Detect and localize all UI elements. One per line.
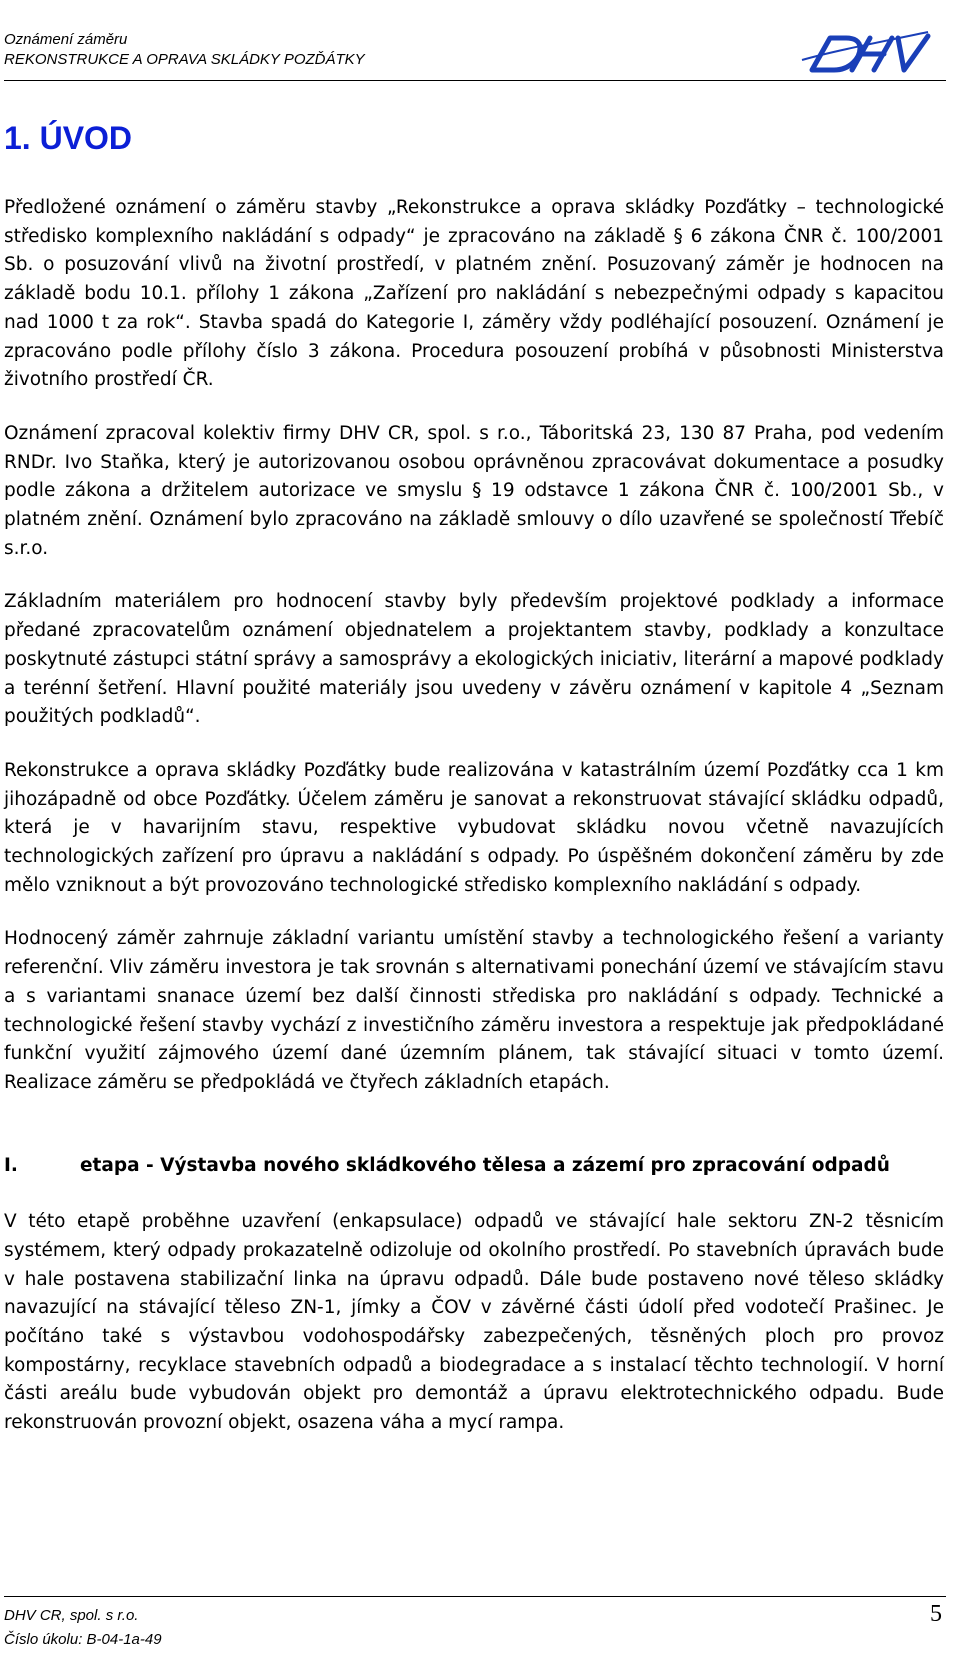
paragraph-materials: Základním materiálem pro hodnocení stavby byly především projektové podklady a informace předané zpracovatelům oznámení objednatelem a projektantem stavby, podklady a konzultace poskytnuté zástupci státní správy a samosprávy a ekologických iniciativ, literární a mapové podklady a terénní šetření. Hlavní použité materiály jsou uvedeny v závěru oznámení v kapitole 4 „Seznam použitých podkladů“. <box>4 591 944 728</box>
section-heading: 1. ÚVOD <box>4 120 133 156</box>
etapa-title: etapa - Výstavba nového skládkového tělesa a zázemí pro zpracování odpadů <box>80 1154 890 1176</box>
paragraph-authors: Oznámení zpracoval kolektiv firmy DHV CR, spol. s r.o., Táboritská 23, 130 87 Praha, pod vedením RNDr. Ivo Staňka, který je autorizovanou osobou oprávněnou zpracovávat dokumentace a posudky podle zákona a držitelem autorizace ve smyslu § 19 odstavce 1 zákona ČNR č. 100/2001 Sb., v platném znění. Oznámení bylo zpracováno na základě smlouvy o dílo uzavřené se společností Třebíč s.r.o. <box>4 422 944 559</box>
header-project-title: REKONSTRUKCE A OPRAVA SKLÁDKY POZĎÁTKY <box>4 51 365 68</box>
dhv-logo <box>800 30 932 78</box>
header-rule <box>4 80 946 81</box>
paragraph-intro: Předložené oznámení o záměru stavby „Rekonstrukce a oprava skládky Pozďátky – technologické středisko komplexního nakládání s odpady“ je zpracováno na základě § 6 zákona ČNR č. 100/2001 Sb. o posuzování vlivů na životní prostředí, v platném znění. Posuzovaný záměr je hodnocen na základě bodu 10.1. přílohy 1 zákona „Zařízení pro nakládání s nebezpečnými odpady s kapacitou nad 1000 t za rok“. Stavba spadá do Kategorie I, záměry vždy podléhající posouzení. Oznámení je zpracováno podle přílohy číslo 3 zákona. Procedura posouzení probíhá v působnosti Ministerstva životního prostředí ČR. <box>4 197 944 391</box>
page-number: 5 <box>930 1601 942 1627</box>
etapa-heading <box>4 1152 944 1181</box>
etapa-number: I. <box>4 1154 18 1176</box>
paragraph-variants: Hodnocený záměr zahrnuje základní variantu umístění stavby a technologického řešení a varianty referenční. Vliv záměru investora je tak srovnán s alternativami ponechání území ve stávajícím stavu a s variantami snanace území bez další činnosti střediska pro nakládání s odpady. Technické a technologické řešení stavby vychází z investičního záměru investora a respektuje jak předpokládané funkční využití zájmového území dané územním plánem, tak stávající situaci v tomto území. Realizace záměru se předpokládá ve čtyřech základních etapách. <box>4 928 944 1093</box>
footer-company: DHV CR, spol. s r.o. <box>4 1607 139 1624</box>
footer-rule <box>4 1596 946 1597</box>
document-body <box>4 118 944 1463</box>
header-document-type: Oznámení záměru <box>4 31 128 48</box>
paragraph-location: Rekonstrukce a oprava skládky Pozďátky bude realizována v katastrálním území Pozďátky cca 1 km jihozápadně od obce Pozďátky. Účelem záměru je sanovat a rekonstruovat stávající skládku odpadů, která je v havarijním stavu, respektive vybudovat skládku novou včetně navazujících technologických zařízení pro úpravu a nakládání s odpady. Po úspěšném dokončení záměru by zde mělo vzniknout a být provozováno technologické středisko komplexního nakládání s odpady. <box>4 759 944 896</box>
page-header <box>4 30 946 70</box>
paragraph-etapa-description: V této etapě proběhne uzavření (enkapsulace) odpadů ve stávající hale sektoru ZN-2 těsnicím systémem, který odpady prokazatelně odizoluje od okolního prostředí. Po stavebních úpravách bude v hale postavena stabilizační linka na úpravu odpadů. Dále bude postaveno nové těleso skládky navazující na stávající těleso ZN-1, jímky a ČOV v závěrné části údolí před vodotečí Prašinec. Je počítáno také s výstavbou vodohospodářsky zabezpečených, těsněných ploch pro provoz kompostárny, recyklace stavebních odpadů a biodegradace a s instalací těchto technologií. V horní části areálu bude vybudován objekt pro demontáž a úpravu elektrotechnického odpadu. Bude rekonstruován provozní objekt, osazena váha a mycí rampa. <box>4 1211 944 1434</box>
footer-task-number: Číslo úkolu: B-04-1a-49 <box>4 1631 162 1648</box>
